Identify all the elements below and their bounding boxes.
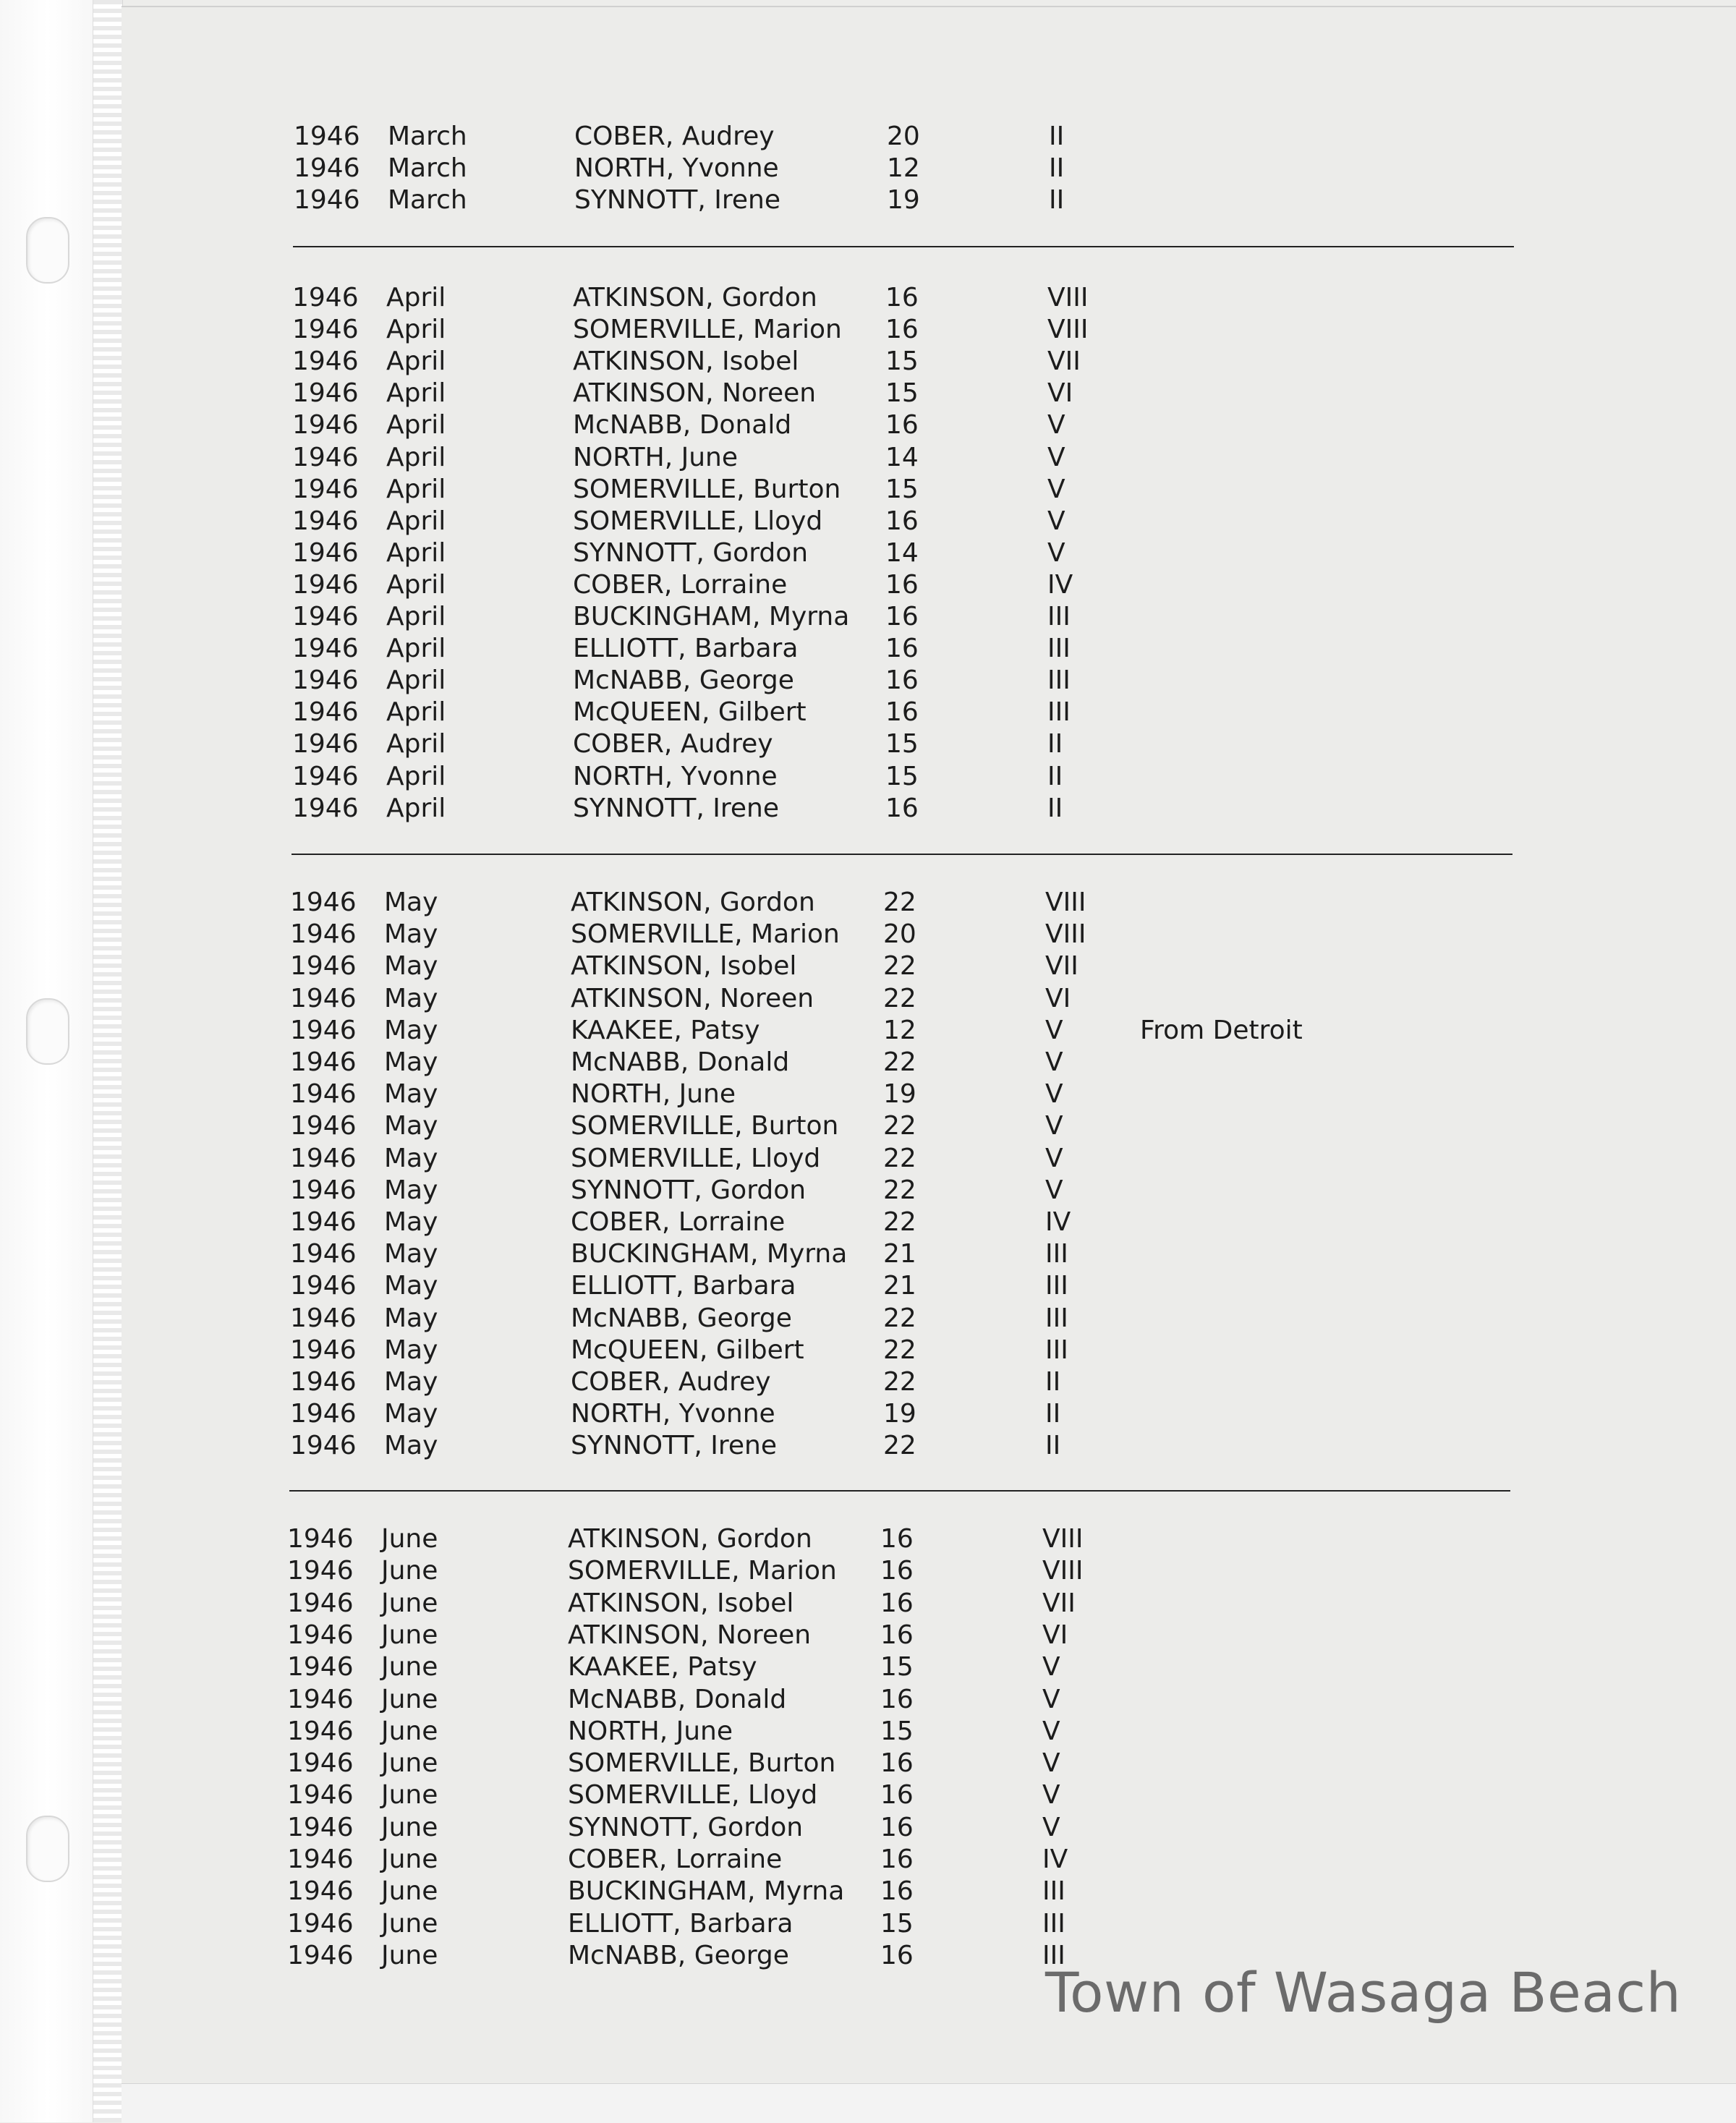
days-cell: 15 <box>885 346 919 376</box>
days-cell: 22 <box>883 1175 916 1205</box>
student-name-cell: McNABB, George <box>568 1941 789 1970</box>
grade-cell: V <box>1047 506 1065 536</box>
days-cell: 16 <box>885 410 919 440</box>
student-name-cell: NORTH, Yvonne <box>573 762 778 791</box>
student-name-cell: SOMERVILLE, Lloyd <box>573 506 823 536</box>
year-cell: 1946 <box>292 570 359 600</box>
days-cell: 16 <box>880 1845 914 1874</box>
year-cell: 1946 <box>292 346 359 376</box>
month-cell: April <box>386 315 446 344</box>
year-cell: 1946 <box>290 1367 357 1397</box>
grade-cell: V <box>1047 410 1065 440</box>
year-cell: 1946 <box>294 122 360 151</box>
days-cell: 16 <box>885 794 919 823</box>
month-cell: May <box>384 1271 438 1301</box>
year-cell: 1946 <box>287 1588 354 1618</box>
student-name-cell: ATKINSON, Isobel <box>571 951 797 981</box>
days-cell: 16 <box>880 1876 914 1906</box>
month-cell: April <box>386 762 446 791</box>
grade-cell: III <box>1047 634 1071 663</box>
days-cell: 16 <box>885 570 919 600</box>
month-cell: May <box>384 919 438 949</box>
days-cell: 15 <box>885 475 919 504</box>
student-name-cell: ELLIOTT, Barbara <box>568 1909 793 1939</box>
days-cell: 21 <box>883 1271 916 1301</box>
days-cell: 15 <box>880 1909 914 1939</box>
year-cell: 1946 <box>290 1111 357 1141</box>
student-name-cell: COBER, Lorraine <box>573 570 788 600</box>
month-cell: April <box>386 794 446 823</box>
days-cell: 22 <box>883 1335 916 1365</box>
student-name-cell: ATKINSON, Gordon <box>568 1524 812 1554</box>
grade-cell: VII <box>1047 346 1081 376</box>
month-cell: April <box>386 283 446 312</box>
month-cell: June <box>381 1556 438 1586</box>
student-name-cell: ATKINSON, Gordon <box>571 888 815 917</box>
month-cell: May <box>384 888 438 917</box>
year-cell: 1946 <box>290 1431 357 1460</box>
section-divider <box>289 1490 1510 1492</box>
month-cell: April <box>386 570 446 600</box>
year-cell: 1946 <box>292 283 359 312</box>
days-cell: 16 <box>880 1556 914 1586</box>
grade-cell: II <box>1049 185 1065 215</box>
student-name-cell: SYNNOTT, Gordon <box>568 1813 804 1842</box>
grade-cell: V <box>1047 538 1065 568</box>
month-cell: April <box>386 443 446 472</box>
grade-cell: VIII <box>1042 1524 1084 1554</box>
days-cell: 12 <box>883 1016 916 1045</box>
year-cell: 1946 <box>290 1207 357 1237</box>
year-cell: 1946 <box>287 1748 354 1778</box>
month-cell: May <box>384 1335 438 1365</box>
month-cell: May <box>384 1303 438 1333</box>
month-cell: May <box>384 1431 438 1460</box>
student-name-cell: COBER, Lorraine <box>568 1845 783 1874</box>
month-cell: April <box>386 378 446 408</box>
month-cell: April <box>386 729 446 759</box>
days-cell: 22 <box>883 1144 916 1173</box>
month-cell: March <box>388 122 467 151</box>
student-name-cell: McNABB, George <box>571 1303 792 1333</box>
days-cell: 12 <box>887 153 920 183</box>
month-cell: May <box>384 1016 438 1045</box>
year-cell: 1946 <box>292 665 359 695</box>
student-name-cell: ATKINSON, Gordon <box>573 283 817 312</box>
days-cell: 16 <box>885 315 919 344</box>
grade-cell: III <box>1045 1335 1068 1365</box>
student-name-cell: SYNNOTT, Irene <box>573 794 780 823</box>
student-name-cell: NORTH, June <box>568 1716 733 1746</box>
grade-cell: VIII <box>1045 888 1086 917</box>
days-cell: 16 <box>880 1685 914 1714</box>
year-cell: 1946 <box>287 1813 354 1842</box>
student-name-cell: ATKINSON, Noreen <box>568 1620 812 1650</box>
grade-cell: III <box>1042 1876 1065 1906</box>
year-cell: 1946 <box>290 1144 357 1173</box>
days-cell: 16 <box>880 1941 914 1970</box>
year-cell: 1946 <box>290 1047 357 1077</box>
year-cell: 1946 <box>287 1845 354 1874</box>
month-cell: June <box>381 1748 438 1778</box>
days-cell: 19 <box>883 1079 916 1109</box>
days-cell: 16 <box>880 1748 914 1778</box>
student-name-cell: ATKINSON, Noreen <box>573 378 817 408</box>
grade-cell: V <box>1045 1111 1063 1141</box>
month-cell: June <box>381 1941 438 1970</box>
month-cell: May <box>384 1047 438 1077</box>
year-cell: 1946 <box>290 1335 357 1365</box>
month-cell: May <box>384 1144 438 1173</box>
grade-cell: IV <box>1047 570 1073 600</box>
month-cell: June <box>381 1620 438 1650</box>
student-name-cell: COBER, Audrey <box>571 1367 771 1397</box>
grade-cell: VIII <box>1047 315 1089 344</box>
month-cell: May <box>384 984 438 1013</box>
year-cell: 1946 <box>287 1716 354 1746</box>
year-cell: 1946 <box>290 1303 357 1333</box>
grade-cell: V <box>1042 1652 1060 1682</box>
year-cell: 1946 <box>287 1524 354 1554</box>
year-cell: 1946 <box>292 697 359 727</box>
days-cell: 16 <box>880 1780 914 1810</box>
wasaga-beach-watermark: Town of Wasaga Beach <box>1045 1960 1682 2025</box>
year-cell: 1946 <box>290 1016 357 1045</box>
days-cell: 22 <box>883 1303 916 1333</box>
month-cell: May <box>384 951 438 981</box>
year-cell: 1946 <box>292 794 359 823</box>
student-name-cell: NORTH, June <box>571 1079 736 1109</box>
month-cell: June <box>381 1845 438 1874</box>
year-cell: 1946 <box>292 443 359 472</box>
student-name-cell: BUCKINGHAM, Myrna <box>568 1876 845 1906</box>
student-name-cell: McNABB, Donald <box>573 410 792 440</box>
year-cell: 1946 <box>287 1780 354 1810</box>
days-cell: 16 <box>880 1588 914 1618</box>
days-cell: 22 <box>883 1431 916 1460</box>
month-cell: March <box>388 185 467 215</box>
grade-cell: VI <box>1045 984 1071 1013</box>
year-cell: 1946 <box>287 1685 354 1714</box>
month-cell: May <box>384 1207 438 1237</box>
month-cell: June <box>381 1716 438 1746</box>
month-cell: June <box>381 1652 438 1682</box>
student-name-cell: COBER, Lorraine <box>571 1207 786 1237</box>
student-name-cell: SYNNOTT, Gordon <box>571 1175 807 1205</box>
days-cell: 15 <box>880 1716 914 1746</box>
year-cell: 1946 <box>290 1271 357 1301</box>
days-cell: 22 <box>883 1111 916 1141</box>
student-name-cell: SYNNOTT, Gordon <box>573 538 809 568</box>
grade-cell: IV <box>1045 1207 1071 1237</box>
year-cell: 1946 <box>292 315 359 344</box>
month-cell: May <box>384 1367 438 1397</box>
year-cell: 1946 <box>290 984 357 1013</box>
days-cell: 20 <box>887 122 920 151</box>
grade-cell: III <box>1047 665 1071 695</box>
student-name-cell: SOMERVILLE, Burton <box>573 475 841 504</box>
student-name-cell: SOMERVILLE, Lloyd <box>568 1780 818 1810</box>
grade-cell: III <box>1047 697 1071 727</box>
days-cell: 15 <box>885 729 919 759</box>
grade-cell: V <box>1045 1079 1063 1109</box>
year-cell: 1946 <box>287 1941 354 1970</box>
month-cell: April <box>386 602 446 631</box>
grade-cell: II <box>1049 153 1065 183</box>
days-cell: 22 <box>883 1047 916 1077</box>
grade-cell: III <box>1045 1239 1068 1269</box>
days-cell: 22 <box>883 1207 916 1237</box>
grade-cell: V <box>1047 475 1065 504</box>
grade-cell: V <box>1045 1144 1063 1173</box>
grade-cell: VII <box>1042 1588 1076 1618</box>
student-name-cell: SOMERVILLE, Marion <box>571 919 840 949</box>
days-cell: 16 <box>880 1813 914 1842</box>
student-name-cell: SOMERVILLE, Lloyd <box>571 1144 821 1173</box>
grade-cell: VI <box>1042 1620 1068 1650</box>
year-cell: 1946 <box>292 538 359 568</box>
days-cell: 16 <box>885 665 919 695</box>
grade-cell: III <box>1045 1303 1068 1333</box>
month-cell: March <box>388 153 467 183</box>
student-name-cell: SOMERVILLE, Marion <box>573 315 842 344</box>
student-name-cell: SOMERVILLE, Burton <box>568 1748 836 1778</box>
section-divider <box>292 854 1512 855</box>
year-cell: 1946 <box>287 1876 354 1906</box>
student-name-cell: COBER, Audrey <box>573 729 773 759</box>
student-name-cell: ATKINSON, Isobel <box>573 346 799 376</box>
student-name-cell: KAAKEE, Patsy <box>568 1652 757 1682</box>
grade-cell: II <box>1045 1367 1061 1397</box>
days-cell: 19 <box>887 185 920 215</box>
grade-cell: VIII <box>1042 1556 1084 1586</box>
month-cell: June <box>381 1876 438 1906</box>
grade-cell: V <box>1045 1175 1063 1205</box>
days-cell: 16 <box>885 506 919 536</box>
days-cell: 15 <box>885 762 919 791</box>
grade-cell: II <box>1047 729 1063 759</box>
year-cell: 1946 <box>287 1652 354 1682</box>
year-cell: 1946 <box>292 410 359 440</box>
student-name-cell: McNABB, George <box>573 665 794 695</box>
student-name-cell: COBER, Audrey <box>574 122 775 151</box>
student-name-cell: McQUEEN, Gilbert <box>573 697 807 727</box>
days-cell: 22 <box>883 984 916 1013</box>
student-name-cell: ELLIOTT, Barbara <box>573 634 799 663</box>
days-cell: 22 <box>883 1367 916 1397</box>
days-cell: 16 <box>885 634 919 663</box>
grade-cell: V <box>1042 1748 1060 1778</box>
year-cell: 1946 <box>292 378 359 408</box>
days-cell: 19 <box>883 1399 916 1429</box>
grade-cell: VII <box>1045 951 1078 981</box>
student-name-cell: SYNNOTT, Irene <box>571 1431 778 1460</box>
student-name-cell: ATKINSON, Noreen <box>571 984 814 1013</box>
year-cell: 1946 <box>290 1175 357 1205</box>
days-cell: 16 <box>880 1524 914 1554</box>
days-cell: 22 <box>883 888 916 917</box>
year-cell: 1946 <box>287 1909 354 1939</box>
grade-cell: II <box>1047 794 1063 823</box>
grade-cell: VIII <box>1047 283 1089 312</box>
grade-cell: V <box>1045 1016 1063 1045</box>
month-cell: May <box>384 1079 438 1109</box>
month-cell: June <box>381 1524 438 1554</box>
student-name-cell: ATKINSON, Isobel <box>568 1588 794 1618</box>
month-cell: April <box>386 475 446 504</box>
days-cell: 15 <box>880 1652 914 1682</box>
year-cell: 1946 <box>294 185 360 215</box>
year-cell: 1946 <box>292 506 359 536</box>
month-cell: June <box>381 1780 438 1810</box>
note-cell: From Detroit <box>1140 1016 1303 1045</box>
student-name-cell: SYNNOTT, Irene <box>574 185 781 215</box>
month-cell: April <box>386 665 446 695</box>
days-cell: 16 <box>885 602 919 631</box>
year-cell: 1946 <box>290 1079 357 1109</box>
days-cell: 14 <box>885 443 919 472</box>
grade-cell: V <box>1042 1813 1060 1842</box>
year-cell: 1946 <box>290 919 357 949</box>
month-cell: May <box>384 1111 438 1141</box>
month-cell: June <box>381 1813 438 1842</box>
year-cell: 1946 <box>290 888 357 917</box>
year-cell: 1946 <box>292 729 359 759</box>
days-cell: 16 <box>885 697 919 727</box>
days-cell: 14 <box>885 538 919 568</box>
student-name-cell: McNABB, Donald <box>568 1685 787 1714</box>
year-cell: 1946 <box>292 475 359 504</box>
student-name-cell: NORTH, Yvonne <box>571 1399 775 1429</box>
month-cell: May <box>384 1175 438 1205</box>
year-cell: 1946 <box>287 1556 354 1586</box>
year-cell: 1946 <box>292 634 359 663</box>
grade-cell: III <box>1042 1909 1065 1939</box>
year-cell: 1946 <box>290 1239 357 1269</box>
year-cell: 1946 <box>287 1620 354 1650</box>
month-cell: April <box>386 506 446 536</box>
grade-cell: III <box>1045 1271 1068 1301</box>
year-cell: 1946 <box>294 153 360 183</box>
student-name-cell: BUCKINGHAM, Myrna <box>571 1239 848 1269</box>
grade-cell: VI <box>1047 378 1073 408</box>
student-name-cell: ELLIOTT, Barbara <box>571 1271 796 1301</box>
month-cell: April <box>386 697 446 727</box>
month-cell: June <box>381 1588 438 1618</box>
grade-cell: V <box>1045 1047 1063 1077</box>
grade-cell: IV <box>1042 1845 1068 1874</box>
student-name-cell: KAAKEE, Patsy <box>571 1016 760 1045</box>
month-cell: April <box>386 634 446 663</box>
year-cell: 1946 <box>290 951 357 981</box>
student-name-cell: McNABB, Donald <box>571 1047 790 1077</box>
grade-cell: II <box>1047 762 1063 791</box>
days-cell: 20 <box>883 919 916 949</box>
student-name-cell: BUCKINGHAM, Myrna <box>573 602 850 631</box>
days-cell: 15 <box>885 378 919 408</box>
student-name-cell: SOMERVILLE, Burton <box>571 1111 839 1141</box>
grade-cell: V <box>1047 443 1065 472</box>
month-cell: April <box>386 410 446 440</box>
year-cell: 1946 <box>290 1399 357 1429</box>
month-cell: June <box>381 1685 438 1714</box>
year-cell: 1946 <box>292 602 359 631</box>
grade-cell: II <box>1049 122 1065 151</box>
month-cell: June <box>381 1909 438 1939</box>
month-cell: May <box>384 1239 438 1269</box>
grade-cell: II <box>1045 1399 1061 1429</box>
grade-cell: VIII <box>1045 919 1086 949</box>
student-name-cell: NORTH, June <box>573 443 739 472</box>
month-cell: April <box>386 538 446 568</box>
days-cell: 22 <box>883 951 916 981</box>
year-cell: 1946 <box>292 762 359 791</box>
grade-cell: V <box>1042 1716 1060 1746</box>
month-cell: May <box>384 1399 438 1429</box>
student-name-cell: NORTH, Yvonne <box>574 153 779 183</box>
month-cell: April <box>386 346 446 376</box>
days-cell: 16 <box>880 1620 914 1650</box>
grade-cell: II <box>1045 1431 1061 1460</box>
student-name-cell: McQUEEN, Gilbert <box>571 1335 804 1365</box>
grade-cell: V <box>1042 1780 1060 1810</box>
student-name-cell: SOMERVILLE, Marion <box>568 1556 837 1586</box>
grade-cell: III <box>1042 1941 1065 1970</box>
days-cell: 16 <box>885 283 919 312</box>
days-cell: 21 <box>883 1239 916 1269</box>
grade-cell: III <box>1047 602 1071 631</box>
section-divider <box>293 246 1514 247</box>
grade-cell: V <box>1042 1685 1060 1714</box>
